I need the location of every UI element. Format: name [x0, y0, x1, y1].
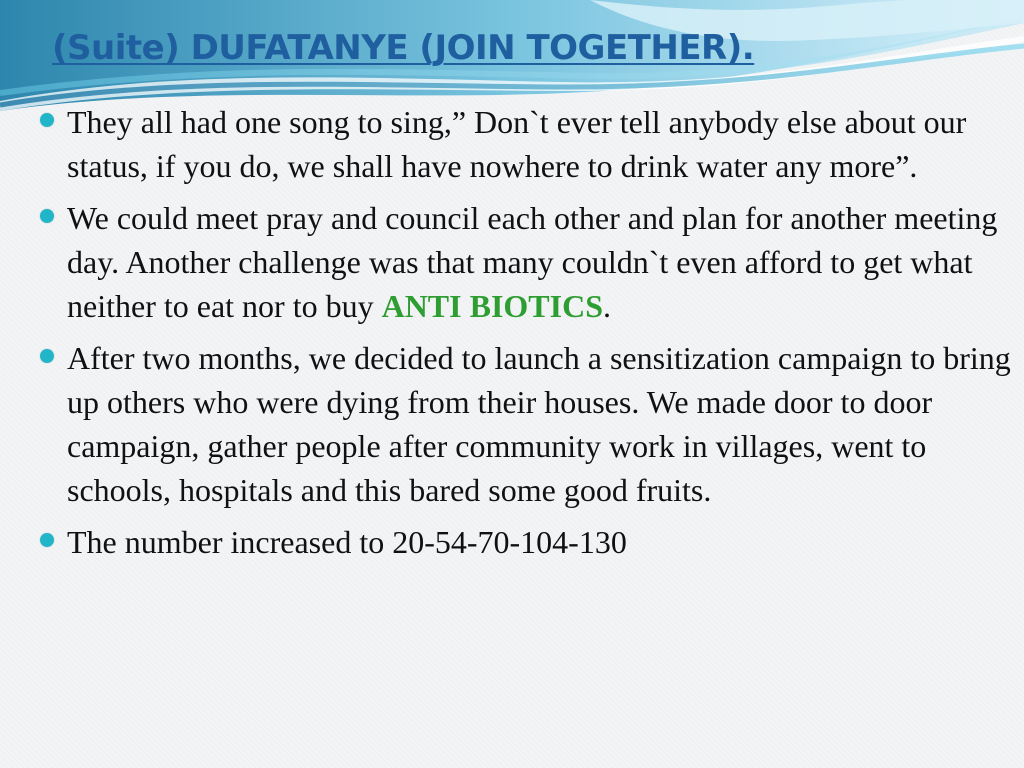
bullet-text: After two months, we decided to launch a sensitization campaign to bring up others who were dying from their houses. We made door to door campaign, gather people after community work in villages, went to schools, hospitals and this bared some good fruits.	[67, 340, 1011, 508]
bullet-text: They all had one song to sing,” Don`t ever tell anybody else about our status, if you do, we shall have nowhere to drink water any more”.	[67, 104, 967, 184]
bullet-dot-icon	[40, 113, 54, 127]
bullet-dot-icon	[40, 349, 54, 363]
antibiotics-highlight: ANTI BIOTICS	[381, 288, 603, 324]
bullet-text-ending: .	[602, 288, 611, 324]
slide-title: (Suite) DUFATANYE (JOIN TOGETHER).	[52, 28, 755, 68]
bullet-item	[36, 520, 1016, 564]
bullet-dot-icon	[40, 533, 54, 547]
bullet-dot-icon	[40, 209, 54, 223]
bullet-item	[36, 100, 1016, 188]
bullet-text: The number increased to 20-54-70-104-130	[67, 524, 627, 560]
bullet-text: We could meet pray and council each other and plan for another meeting day. Another challenge was that many couldn`t even afford to get what neither to eat nor to buy	[67, 200, 998, 324]
bullet-list	[36, 100, 1016, 572]
bullet-item	[36, 336, 1016, 512]
bullet-item	[36, 196, 1016, 328]
